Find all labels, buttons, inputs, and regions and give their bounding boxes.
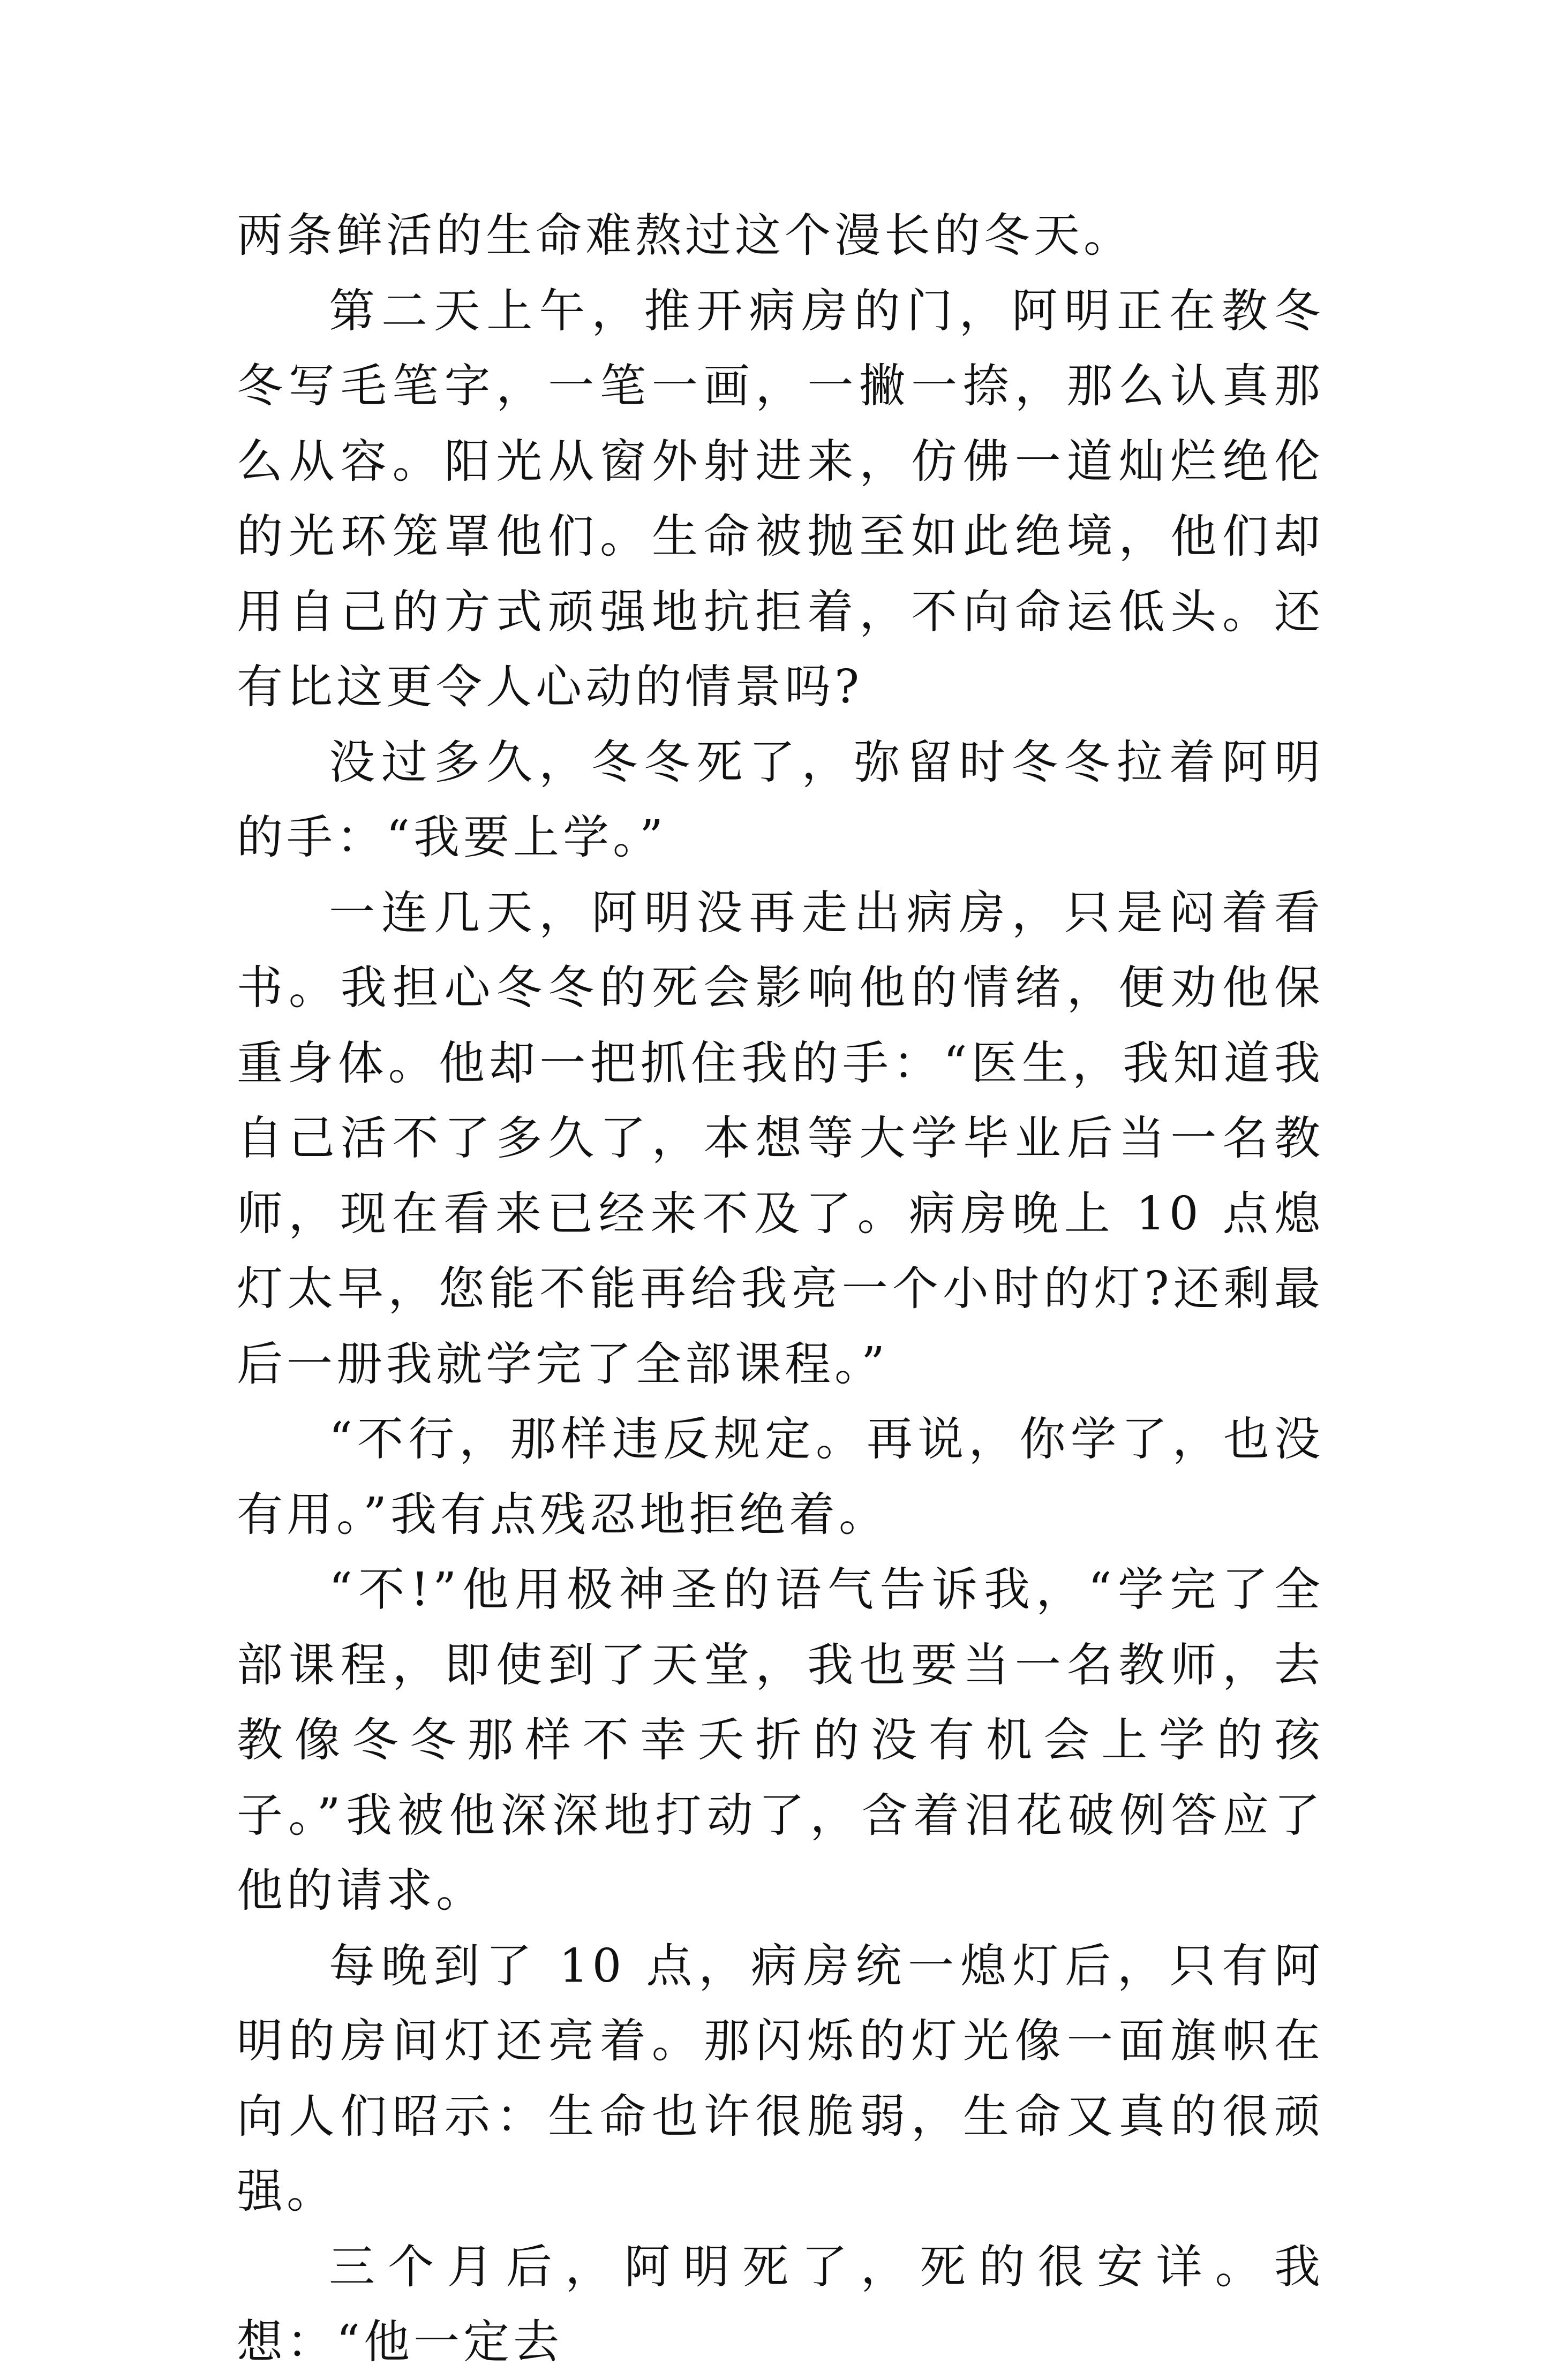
document-body [237, 198, 1324, 2380]
paragraph-5: “不行，那样违反规定。再说，你学了，也没有用。”我有点残忍地拒绝着。 [237, 1412, 1324, 1542]
paragraph-6: “不!”他用极神圣的语气告诉我，“学完了全部课程，即使到了天堂，我也要当一名教师，去教像冬冬那样不幸夭折的没有机会上学的孩子。”我被他深深地打动了，含着泪花破例答应了他的请求。 [237, 1563, 1324, 1917]
paragraph-4: 一连几天，阿明没再走出病房，只是闷着看书。我担心冬冬的死会影响他的情绪，便劝他保重身体。他却一把抓住我的手：“医生，我知道我自己活不了多久了，本想等大学毕业后当一名教师，现在看来已经来不及了。病房晚上 10 点熄灯太早，您能不能再给我亮一个小时的灯?还剩最后一册我就学完了全部课程。” [237, 886, 1324, 1391]
paragraph-2: 第二天上午，推开病房的门，阿明正在教冬冬写毛笔字，一笔一画，一撇一捺，那么认真那么从容。阳光从窗外射进来，仿佛一道灿烂绝伦的光环笼罩他们。生命被抛至如此绝境，他们却用自己的方式顽强地抗拒着，不向命运低头。还有比这更令人心动的情景吗? [237, 284, 1324, 714]
paragraph-3: 没过多久，冬冬死了，弥留时冬冬拉着阿明的手：“我要上学。” [237, 735, 1324, 864]
paragraph-8: 三个月后，阿明死了，死的很安详。我想：“他一定去 [237, 2240, 1324, 2369]
paragraph-7: 每晚到了 10 点，病房统一熄灯后，只有阿明的房间灯还亮着。那闪烁的灯光像一面旗帜在向人们昭示：生命也许很脆弱，生命又真的很顽强。 [237, 1939, 1324, 2218]
paragraph-1: 两条鲜活的生命难熬过这个漫长的冬天。 [237, 209, 1133, 262]
